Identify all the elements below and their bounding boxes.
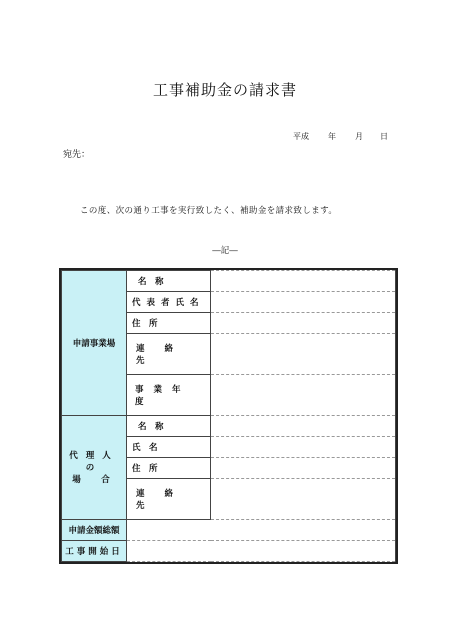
applicant-name-label: 名 称 xyxy=(127,271,211,292)
start-date-label: 工事開始日 xyxy=(62,540,127,561)
agent-category-line2: 場 合 xyxy=(72,475,116,486)
applicant-category-label: 申請事業場 xyxy=(72,338,116,349)
document-title: 工事補助金の請求書 xyxy=(152,81,297,99)
agent-address-field[interactable] xyxy=(211,457,396,478)
date-month: 月 xyxy=(355,132,363,141)
request-statement: この度、次の通り工事を実行致したく、補助金を請求致します。 xyxy=(80,206,338,216)
applicant-address-label: 住 所 xyxy=(127,313,211,334)
date-year: 年 xyxy=(328,132,336,141)
applicant-contact-label: 連絡先 xyxy=(127,334,211,375)
applicant-fiscal-year-field[interactable] xyxy=(211,375,396,416)
applicant-fiscal-year-label: 事業年度 xyxy=(127,375,211,416)
applicant-category xyxy=(62,271,127,416)
agent-name-field[interactable] xyxy=(211,415,396,436)
agent-category xyxy=(62,415,127,519)
addressee-label: 宛先： xyxy=(63,150,91,160)
agent-category-line1: 代理人の xyxy=(69,451,119,474)
applicant-address-field[interactable] xyxy=(211,313,396,334)
total-amount-field[interactable] xyxy=(127,519,396,540)
agent-contact-field[interactable] xyxy=(211,479,396,520)
agent-person-label: 氏 名 xyxy=(127,436,211,457)
request-table xyxy=(59,268,398,564)
agent-address-label: 住 所 xyxy=(127,457,211,478)
agent-contact-label: 連絡先 xyxy=(127,479,211,520)
applicant-name-field[interactable] xyxy=(211,271,396,292)
record-mark: ―記― xyxy=(212,246,238,256)
agent-person-field[interactable] xyxy=(211,436,396,457)
applicant-representative-field[interactable] xyxy=(211,292,396,313)
total-amount-label: 申請金額総額 xyxy=(62,519,127,540)
date-day: 日 xyxy=(380,132,388,141)
date-era: 平成 xyxy=(293,132,309,141)
start-date-field[interactable] xyxy=(127,540,396,561)
applicant-contact-field[interactable] xyxy=(211,334,396,375)
applicant-representative-label: 代表者氏名 xyxy=(127,292,211,313)
agent-name-label: 名 称 xyxy=(127,415,211,436)
